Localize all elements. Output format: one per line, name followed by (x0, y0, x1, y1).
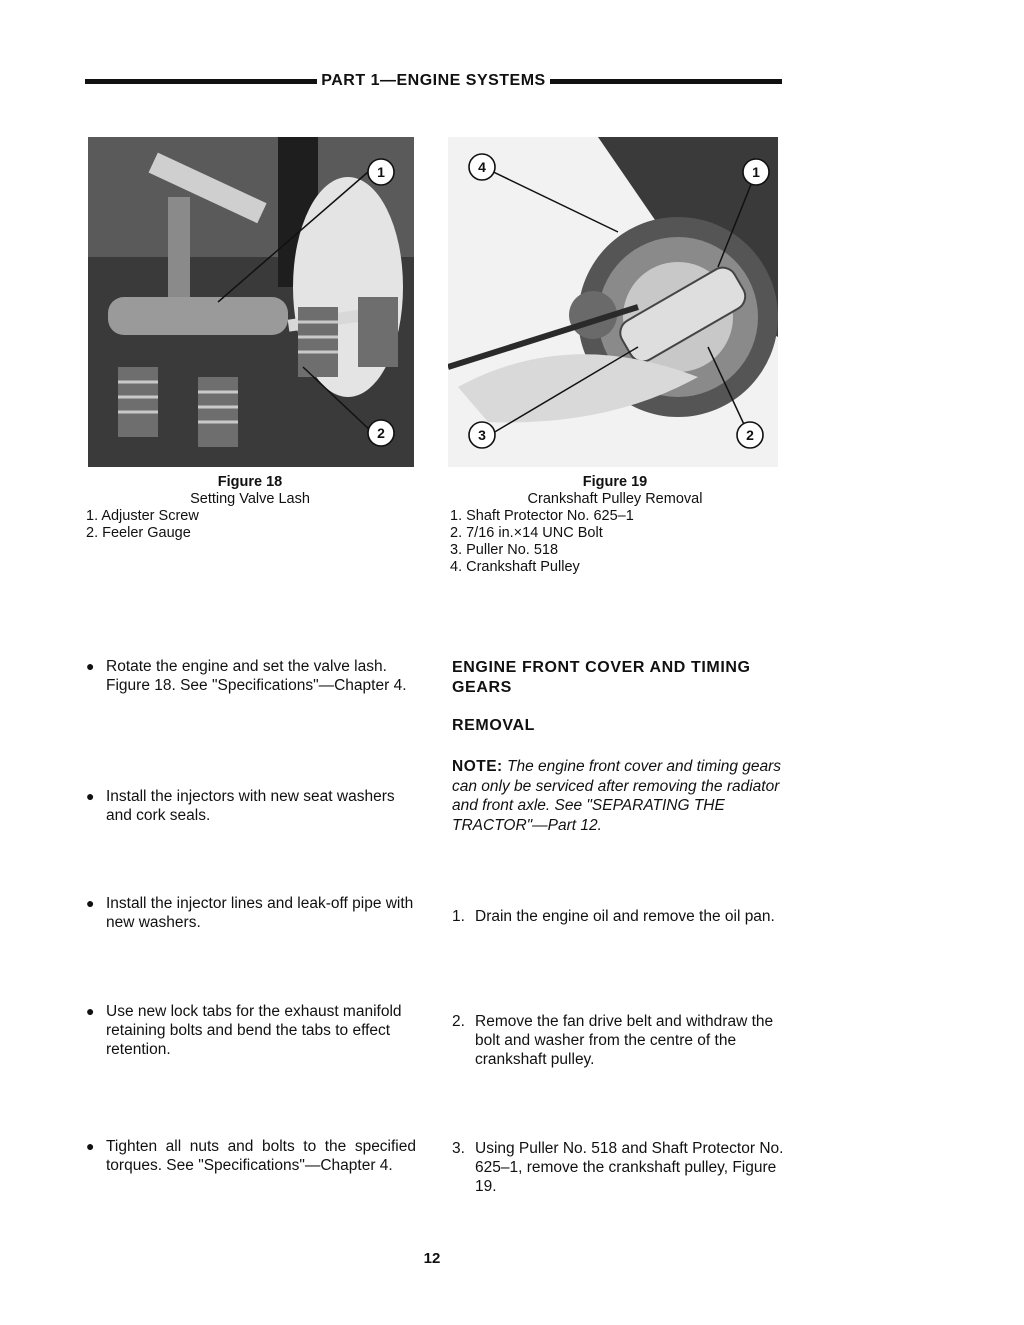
bullet-text: Use new lock tabs for the exhaust manifold retaining bolts and bend the tabs to effect retention. (106, 1003, 402, 1058)
step-number: 3. (452, 1140, 465, 1157)
bullet-item (86, 787, 416, 825)
legend-item: 2. Feeler Gauge (86, 525, 191, 541)
note-label: NOTE: (452, 758, 503, 775)
bullet-text: Tighten all nuts and bolts to the specified torques. See "Specifications"—Chapter 4. (106, 1138, 416, 1174)
svg-text:1: 1 (752, 164, 760, 180)
figure-18-legend (86, 508, 414, 542)
figure-19-photo (448, 137, 778, 467)
section-heading: ENGINE FRONT COVER AND TIMING GEARS (452, 659, 751, 696)
page-number: 12 (423, 1250, 441, 1267)
bullet-dot-icon: ● (86, 658, 95, 674)
step-number: 2. (452, 1013, 465, 1030)
step-text: Drain the engine oil and remove the oil pan. (475, 908, 775, 925)
svg-text:4: 4 (478, 159, 486, 175)
note-block (452, 757, 784, 835)
figure-19-callout-3 (469, 422, 495, 448)
step-text: Remove the fan drive belt and withdraw the bolt and washer from the centre of the crankshaft pulley. (475, 1013, 774, 1068)
figure-18-callout-1 (368, 159, 394, 185)
bullet-item (86, 657, 416, 695)
bullet-text: Install the injector lines and leak-off pipe with new washers. (106, 895, 414, 931)
step-number: 1. (452, 908, 465, 925)
figure-18-title: Setting Valve Lash (190, 491, 310, 507)
bullet-text: Install the injectors with new seat washers and cork seals. (106, 788, 395, 824)
svg-text:2: 2 (377, 425, 385, 441)
figure-19-callout-1 (743, 159, 769, 185)
section-subheading: REMOVAL (452, 717, 536, 734)
figure-19-title: Crankshaft Pulley Removal (527, 491, 703, 507)
step-item (452, 1012, 784, 1069)
legend-item: 3. Puller No. 518 (450, 542, 559, 558)
figure-19-label: Figure 19 (582, 474, 648, 490)
figure-19-callout-4 (469, 154, 495, 180)
header-title: PART 1—ENGINE SYSTEMS (321, 72, 546, 89)
legend-item: 1. Shaft Protector No. 625–1 (450, 508, 634, 524)
bullet-dot-icon: ● (86, 1003, 95, 1019)
header-rule-left (85, 79, 317, 84)
figure-19-caption (450, 474, 780, 576)
figure-18-label: Figure 18 (217, 474, 283, 490)
legend-item: 2. 7/16 in.×14 UNC Bolt (450, 525, 603, 541)
figure-18-callout-2 (368, 420, 394, 446)
bullet-item (86, 1002, 416, 1059)
bullet-text: Rotate the engine and set the valve lash. Figure 18. See "Specifications"—Chapter 4. (106, 658, 407, 694)
figure-19-legend (450, 508, 780, 576)
svg-text:3: 3 (478, 427, 486, 443)
svg-text:1: 1 (377, 164, 385, 180)
note-text: The engine front cover and timing gears can only be serviced after removing the radiator and front axle. See "SEPARATING THE TRACTOR"—Part 12. (452, 758, 782, 834)
figure-18-caption (86, 474, 414, 542)
bullet-dot-icon: ● (86, 1138, 95, 1154)
bullet-dot-icon: ● (86, 895, 95, 911)
step-item (452, 907, 784, 926)
bullet-item (86, 894, 416, 932)
bullet-dot-icon: ● (86, 788, 95, 804)
legend-item: 4. Crankshaft Pulley (450, 559, 580, 575)
header-rule-right (550, 79, 782, 84)
step-item (452, 1139, 784, 1196)
figure-18-photo (88, 137, 414, 467)
step-text: Using Puller No. 518 and Shaft Protector No. 625–1, remove the crankshaft pulley, Figure 19. (475, 1140, 784, 1195)
legend-item: 1. Adjuster Screw (86, 508, 199, 524)
figure-19-callout-2 (737, 422, 763, 448)
svg-text:2: 2 (746, 427, 754, 443)
bullet-item (86, 1137, 416, 1175)
page-header (85, 70, 782, 92)
